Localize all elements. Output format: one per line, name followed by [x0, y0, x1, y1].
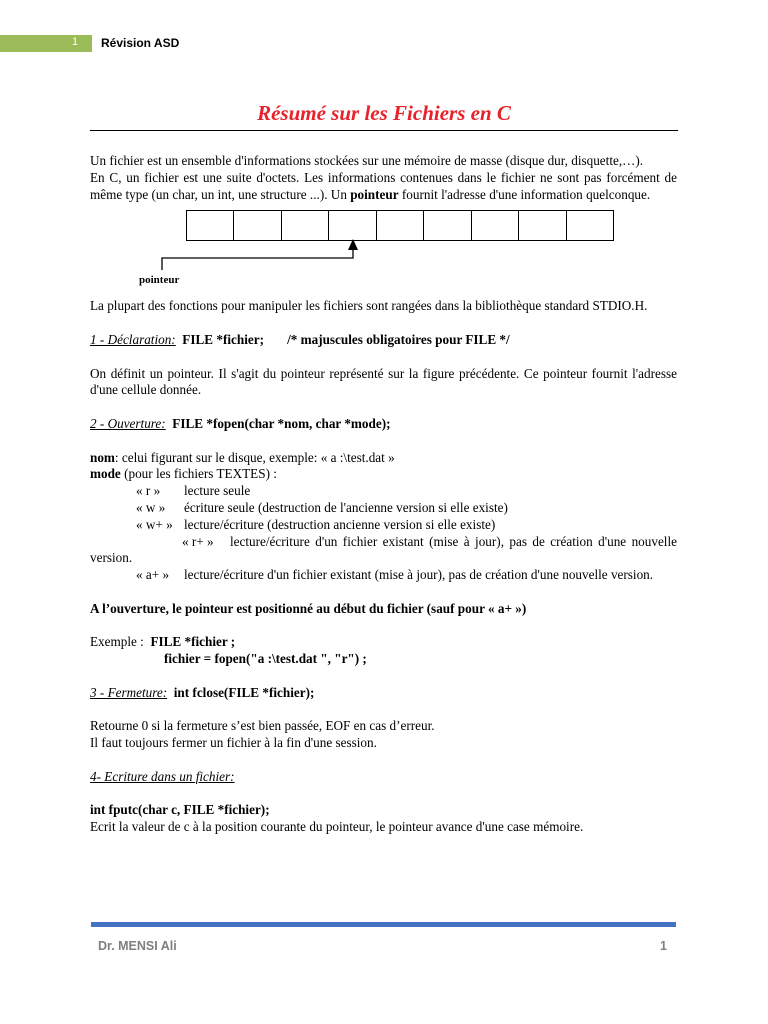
mode-item [90, 567, 677, 584]
example-line-2 [90, 651, 677, 668]
example-code-2: fichier = fopen("a :\test.dat ", "r") ; [164, 651, 367, 667]
pointer-label: pointeur [139, 274, 180, 287]
mode-desc: lecture/écriture d'un fichier existant (mise à jour), pas de création d'une nouvelle version. [184, 567, 654, 583]
writing-code-line [90, 802, 677, 819]
nom-line [90, 450, 677, 467]
title-underline [90, 130, 678, 131]
declaration-comment: /* majuscules obligatoires pour FILE */ [287, 331, 510, 347]
mode-key: « r+ » [182, 533, 214, 549]
opening-heading: 2 - Ouverture: [90, 415, 166, 431]
writing-description: Ecrit la valeur de c à la position courante du pointeur, le pointeur avance d'une case mémoire. [90, 819, 584, 835]
mode-key: « w+ » [136, 516, 173, 532]
mode-line [90, 466, 677, 483]
mode-text: (pour les fichiers TEXTES) : [120, 466, 277, 482]
mode-key: « w » [136, 499, 166, 515]
intro-paragraph-2 [90, 170, 677, 204]
nom-text: : celui figurant sur le disque, exemple: « a :\test.dat » [114, 449, 395, 465]
mode-item [90, 517, 677, 534]
declaration-line [90, 332, 677, 349]
mode-desc: lecture seule [184, 483, 251, 499]
footer-rule [91, 922, 676, 927]
file-pointer-diagram [90, 210, 677, 296]
closing-text-1: Retourne 0 si la fermeture s’est bien passée, EOF en cas d’erreur. [90, 718, 435, 734]
writing-code: int fputc(char c, FILE *fichier); [90, 802, 270, 818]
example-code-1: FILE *fichier ; [150, 634, 236, 650]
writing-heading: 4- Ecriture dans un fichier: [90, 768, 235, 784]
mode-desc: lecture/écriture (destruction ancienne version si elle existe) [184, 516, 496, 532]
declaration-description: On définit un pointeur. Il s'agit du pointeur représenté sur la figure précédente. Ce pointeur fournit l'adresse d'une cellule donnée. [90, 365, 677, 398]
closing-text-2: Il faut toujours fermer un fichier à la fin d'une session. [90, 735, 377, 751]
closing-line [90, 685, 677, 702]
mode-key: « a+ » [136, 567, 170, 583]
example-line-1 [90, 634, 677, 651]
mode-item [90, 534, 677, 568]
opening-note-text: A l’ouverture, le pointeur est positionné au début du fichier (sauf pour « a+ ») [90, 600, 527, 616]
mode-key: « r » [136, 483, 161, 499]
intro-paragraph-1: Un fichier est un ensemble d'informations stockées sur une mémoire de masse (disque dur, disquette,…). [90, 153, 644, 168]
header-accent-bar [0, 35, 92, 52]
stdio-paragraph: La plupart des fonctions pour manipuler les fichiers sont rangées dans la bibliothèque standard STDIO.H. [90, 298, 648, 314]
opening-line [90, 416, 677, 433]
document-title: Résumé sur les Fichiers en C [257, 101, 511, 125]
document-body [90, 153, 677, 836]
mode-label: mode [90, 466, 121, 482]
writing-heading-line [90, 769, 677, 786]
mode-item [90, 500, 677, 517]
declaration-code: FILE *fichier; [182, 331, 264, 347]
intro-text-a: En C, un fichier est une suite d'octets. Les informations contenues dans le fichier ne sont pas forcément de même type (un char, un int, une structure ...). Un [90, 169, 677, 202]
closing-code: int fclose(FILE *fichier); [173, 684, 315, 700]
opening-code: FILE *fopen(char *nom, char *mode); [172, 415, 391, 431]
mode-desc: écriture seule (destruction de l'ancienne version si elle existe) [184, 499, 508, 515]
opening-note [90, 601, 677, 618]
header-page-number: 1 [72, 36, 79, 48]
closing-heading: 3 - Fermeture: [90, 684, 168, 700]
mode-desc: lecture/écriture d'un fichier existant (mise à jour), pas de création d'une nouvelle version. [90, 533, 677, 566]
declaration-heading: 1 - Déclaration: [90, 331, 176, 347]
header-title: Révision ASD [101, 36, 180, 50]
intro-pointer-term: pointeur [350, 186, 399, 202]
mode-item [90, 483, 677, 500]
nom-label: nom [90, 449, 115, 465]
footer-author: Dr. MENSI Ali [98, 939, 177, 953]
example-label: Exemple : [90, 634, 144, 650]
intro-text-b: fournit l'adresse d'une information quelconque. [398, 186, 651, 202]
footer-page-number: 1 [660, 939, 667, 953]
